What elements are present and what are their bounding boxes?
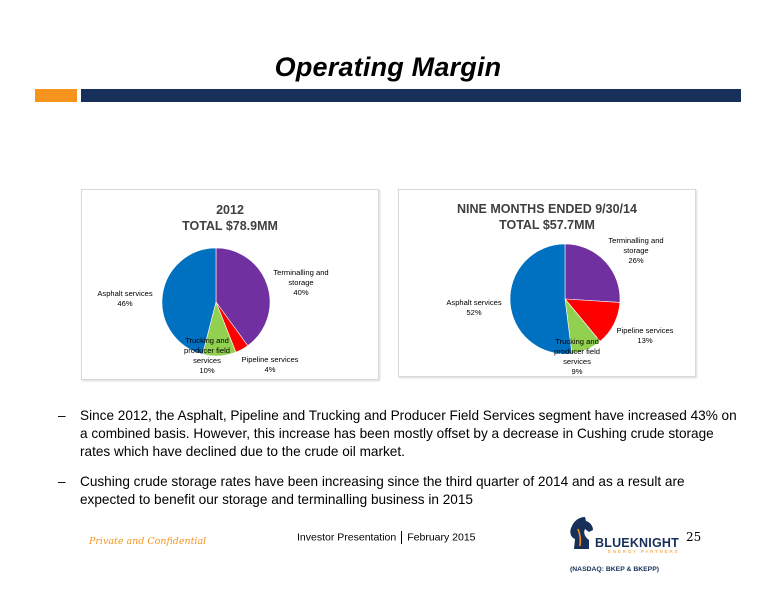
slice-label-trucking: Trucking and producer field services 10%: [183, 336, 230, 375]
bullet-item: [58, 473, 738, 509]
bullet-item: [58, 407, 738, 461]
bullet-list: [58, 407, 738, 521]
logo-wordmark: BLUEKNIGHT: [595, 536, 679, 550]
confidential-note: Private and Confidential: [89, 536, 207, 547]
slice-label-pipeline: Pipeline services 4%: [241, 355, 299, 374]
slide-title: Operating Margin: [274, 52, 502, 82]
chart-title-line2: TOTAL $78.9MM: [182, 219, 278, 233]
footer-date: February 2015: [407, 531, 476, 544]
footer-presentation: [297, 531, 476, 544]
company-logo: [565, 515, 681, 575]
pie-chart-nine-months: [398, 189, 696, 377]
slice-label-terminalling: Terminalling and storage 26%: [608, 236, 664, 265]
chart-title-line1: 2012: [216, 203, 244, 217]
slice-label-pipeline: Pipeline services 13%: [616, 326, 674, 345]
ticker-symbols: (NASDAQ: BKEP & BKEPP): [570, 566, 659, 573]
slice-label-terminalling: Terminalling and storage 40%: [273, 268, 329, 297]
logo-subtitle: ENERGY PARTNERS: [608, 550, 680, 555]
slice-label-trucking: Trucking and producer field services 9%: [553, 337, 600, 376]
slice-label-asphalt: Asphalt services 46%: [97, 289, 153, 308]
footer-presentation-label: Investor Presentation: [297, 531, 397, 544]
slice-label-asphalt: Asphalt services 52%: [446, 298, 502, 317]
bullet-dash: –: [58, 474, 66, 489]
page-number: 25: [686, 530, 702, 544]
chart-title-line1: NINE MONTHS ENDED 9/30/14: [457, 202, 637, 216]
bullet-text: Since 2012, the Asphalt, Pipeline and Trucking and Producer Field Services segment have increased 43% on a combined basis. However, this increase has been mostly offset by a decrease in Cushing crude storage rates which have declined due to the crude oil market.: [80, 408, 737, 459]
pie-chart-2012: [81, 189, 379, 380]
chart-title-line2: TOTAL $57.7MM: [499, 218, 595, 232]
knight-horse-icon: [566, 515, 596, 551]
header-accent-bar: [35, 89, 77, 102]
bullet-text: Cushing crude storage rates have been increasing since the third quarter of 2014 and as a result are expected to benefit our storage and terminalling business in 2015: [80, 474, 685, 507]
footer-separator: [401, 531, 402, 544]
bullet-dash: –: [58, 408, 66, 423]
header-rule-bar: [81, 89, 741, 102]
